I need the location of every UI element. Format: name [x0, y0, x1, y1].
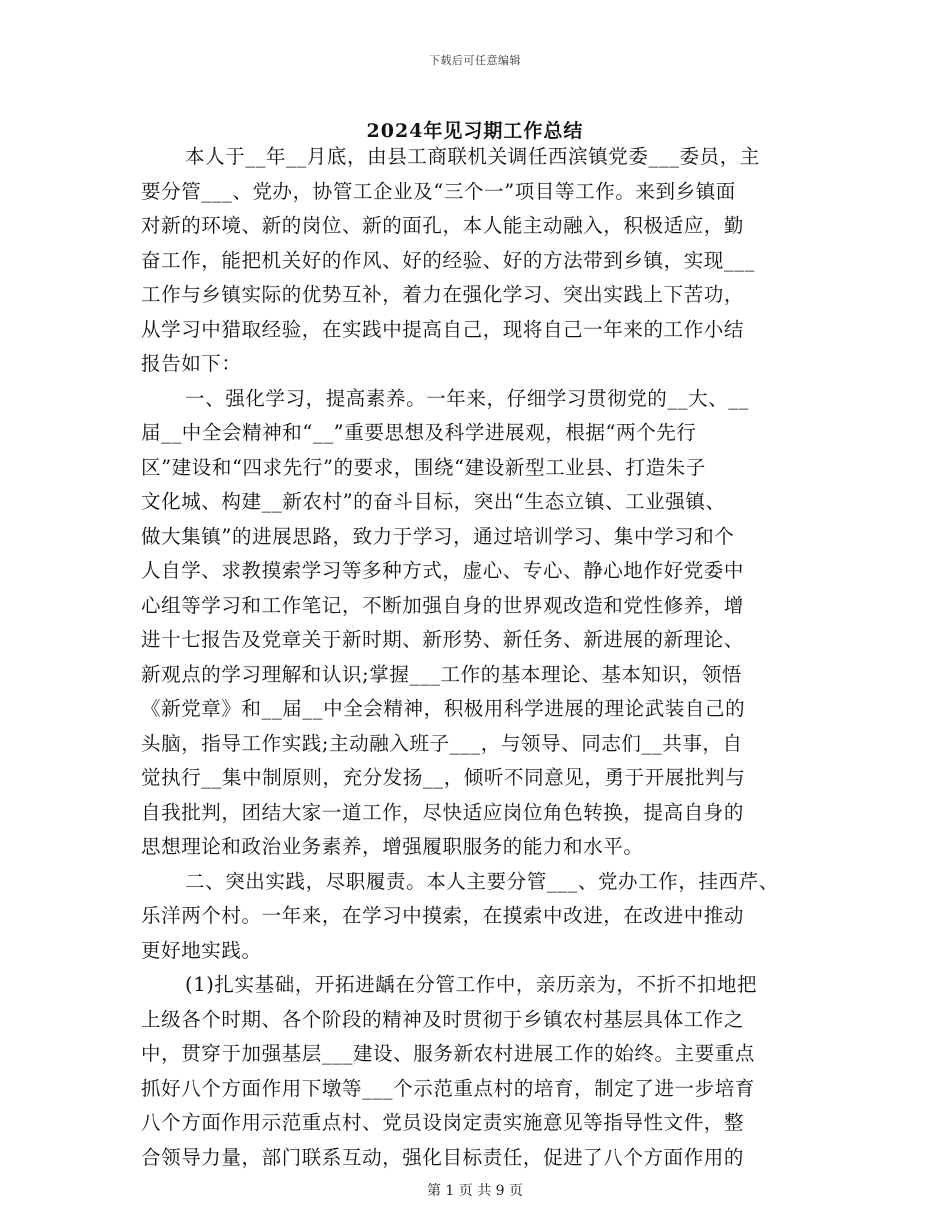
- body-line: 本人于__年__月底，由县工商联机关调任西滨镇党委___委员，主: [185, 145, 760, 168]
- body-line: 一、强化学习，提高素养。一年来，仔细学习贯彻党的__大、__: [185, 386, 750, 410]
- body-line: 区”建设和“四求先行”的要求，围绕“建设新型工业县、打造朱子: [141, 455, 706, 479]
- body-line: 上级各个时期、各个阶段的精神及时贯彻于乡镇农村基层具体工作之: [141, 1007, 745, 1031]
- body-line: 合领导力量，部门联系互动，强化目标责任，促进了八个方面作用的: [141, 1145, 745, 1169]
- body-line: 头脑，指导工作实践;主动融入班子___，与领导、同志们__共事，自: [141, 731, 743, 755]
- body-line: 乐洋两个村。一年来，在学习中摸索，在摸索中改进，在改进中推动: [141, 904, 745, 927]
- body-line: 思想理论和政治业务素养，增强履职服务的能力和水平。: [141, 835, 644, 858]
- body-line: 二、突出实践，尽职履责。本人主要分管___、党办工作，挂西芹、: [185, 869, 779, 893]
- body-line: 做大集镇”的进展思路，致力于学习，通过培训学习、集中学习和个: [141, 524, 735, 548]
- body-line: 八个方面作用示范重点村、党员设岗定责实施意见等指导性文件，整: [141, 1111, 745, 1134]
- document-title: 2024年见习期工作总结: [366, 120, 584, 142]
- body-line: 届__中全会精神和“__”重要思想及科学进展观，根据“两个先行: [141, 421, 697, 444]
- page-header-note: 下载后可任意编辑: [429, 54, 521, 67]
- body-line: 进十七报告及党章关于新时期、新形势、新任务、新进展的新理论、: [141, 628, 745, 651]
- body-line: 要分管___、党办，协管工企业及“三个一”项目等工作。来到乡镇面: [141, 179, 736, 203]
- body-line: 《新党章》和__届__中全会精神，积极用科学进展的理论武装自己的: [141, 697, 746, 720]
- body-line: 从学习中猎取经验，在实践中提高自己，现将自己一年来的工作小结: [141, 317, 745, 341]
- document-body: [141, 140, 821, 1175]
- body-line: (1)扎实基础，开拓进龋在分管工作中，亲历亲为，不折不扣地把: [185, 973, 758, 996]
- body-line: 抓好八个方面作用下墩等___个示范重点村的培育，制定了进一步培育: [141, 1076, 755, 1100]
- body-line: 人自学、求教摸索学习等多种方式，虚心、专心、静心地作好党委中: [141, 559, 745, 582]
- body-line: 自我批判，团结大家一道工作，尽快适应岗位角色转换，提高自身的: [141, 800, 745, 824]
- body-line: 对新的环境、新的岗位、新的面孔，本人能主动融入，积极适应，勤: [141, 214, 745, 237]
- body-line: 文化城、构建__新农村”的奋斗目标，突出“生态立镇、工业强镇、: [141, 490, 726, 513]
- body-line: 觉执行__集中制原则，充分发扬__，倾听不同意见，勇于开展批判与: [141, 766, 746, 789]
- body-line: 中，贯穿于加强基层___建设、服务新农村进展工作的始终。主要重点: [141, 1042, 755, 1065]
- body-line: 奋工作，能把机关好的作风、好的经验、好的方法带到乡镇，实现___: [141, 248, 755, 272]
- body-line: 心组等学习和工作笔记，不断加强自身的世界观改造和党性修养，增: [141, 593, 745, 617]
- body-line: 新观点的学习理解和认识;掌握___工作的基本理论、基本知识，领悟: [141, 662, 743, 686]
- body-line: 报告如下：: [141, 352, 242, 375]
- body-line: 工作与乡镇实际的优势互补，着力在强化学习、突出实践上下苦功，: [141, 283, 745, 306]
- page-number: 第 1 页 共 9 页: [426, 1183, 524, 1199]
- body-line: 更好地实践。: [141, 938, 262, 962]
